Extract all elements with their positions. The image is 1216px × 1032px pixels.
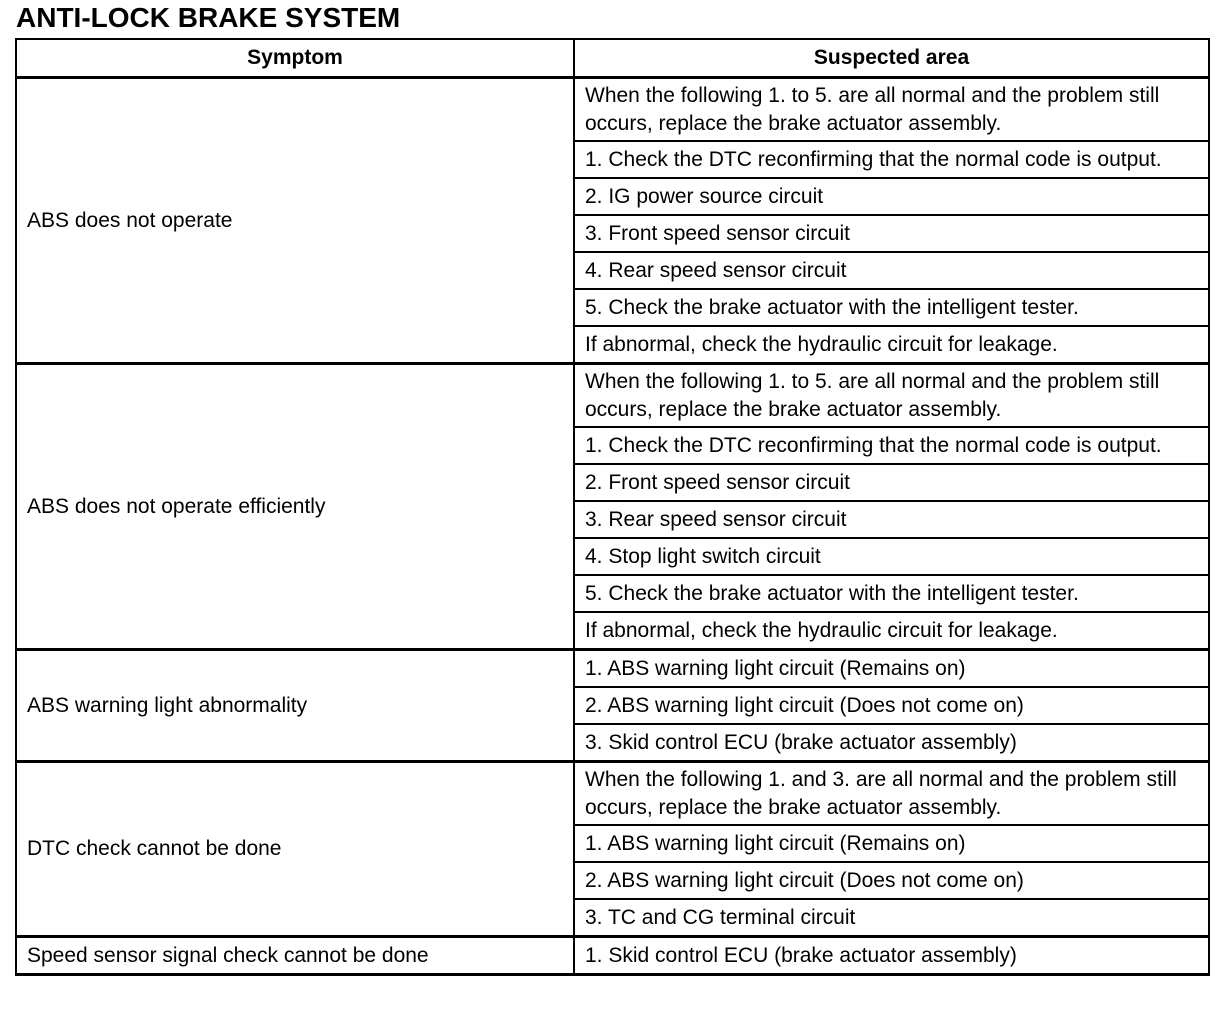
suspected-area-cell: 3. Skid control ECU (brake actuator assembly) bbox=[574, 724, 1209, 762]
suspected-area-cell: 3. Front speed sensor circuit bbox=[574, 215, 1209, 252]
symptom-group bbox=[16, 650, 1209, 762]
symptom-group bbox=[16, 762, 1209, 937]
symptom-cell: ABS does not operate efficiently bbox=[16, 364, 574, 650]
suspected-area-cell: 1. Check the DTC reconfirming that the normal code is output. bbox=[574, 141, 1209, 178]
suspected-area-cell: 2. IG power source circuit bbox=[574, 178, 1209, 215]
suspected-area-cell: 1. ABS warning light circuit (Remains on) bbox=[574, 825, 1209, 862]
table-row bbox=[16, 762, 1209, 826]
suspected-area-cell: 4. Rear speed sensor circuit bbox=[574, 252, 1209, 289]
symptom-column-header: Symptom bbox=[16, 39, 574, 78]
suspected-area-cell: 1. Check the DTC reconfirming that the normal code is output. bbox=[574, 427, 1209, 464]
symptom-group bbox=[16, 364, 1209, 650]
suspected-area-cell: When the following 1. and 3. are all normal and the problem still occurs, replace the brake actuator assembly. bbox=[574, 762, 1209, 826]
table-header bbox=[16, 39, 1209, 78]
symptom-group bbox=[16, 78, 1209, 364]
header-row bbox=[16, 39, 1209, 78]
symptom-table bbox=[15, 38, 1210, 976]
suspected-area-cell: 2. ABS warning light circuit (Does not come on) bbox=[574, 862, 1209, 899]
table-row bbox=[16, 650, 1209, 688]
suspected-area-cell: 5. Check the brake actuator with the intelligent tester. bbox=[574, 575, 1209, 612]
symptom-group bbox=[16, 937, 1209, 975]
suspected-area-cell: When the following 1. to 5. are all normal and the problem still occurs, replace the brake actuator assembly. bbox=[574, 364, 1209, 428]
suspected-area-cell: 1. Skid control ECU (brake actuator assembly) bbox=[574, 937, 1209, 975]
symptom-cell: DTC check cannot be done bbox=[16, 762, 574, 937]
table-row bbox=[16, 937, 1209, 975]
symptom-cell: ABS does not operate bbox=[16, 78, 574, 364]
suspected-area-cell: 2. ABS warning light circuit (Does not come on) bbox=[574, 687, 1209, 724]
symptom-cell: ABS warning light abnormality bbox=[16, 650, 574, 762]
suspected-area-cell: 3. TC and CG terminal circuit bbox=[574, 899, 1209, 937]
suspected-area-column-header: Suspected area bbox=[574, 39, 1209, 78]
suspected-area-cell: 5. Check the brake actuator with the intelligent tester. bbox=[574, 289, 1209, 326]
suspected-area-cell: If abnormal, check the hydraulic circuit for leakage. bbox=[574, 612, 1209, 650]
suspected-area-cell: 2. Front speed sensor circuit bbox=[574, 464, 1209, 501]
page-title: ANTI-LOCK BRAKE SYSTEM bbox=[16, 2, 401, 33]
suspected-area-cell: 1. ABS warning light circuit (Remains on) bbox=[574, 650, 1209, 688]
table-row bbox=[16, 364, 1209, 428]
suspected-area-cell: 3. Rear speed sensor circuit bbox=[574, 501, 1209, 538]
suspected-area-cell: 4. Stop light switch circuit bbox=[574, 538, 1209, 575]
suspected-area-cell: If abnormal, check the hydraulic circuit for leakage. bbox=[574, 326, 1209, 364]
suspected-area-cell: When the following 1. to 5. are all normal and the problem still occurs, replace the brake actuator assembly. bbox=[574, 78, 1209, 142]
table-row bbox=[16, 78, 1209, 142]
symptom-cell: Speed sensor signal check cannot be done bbox=[16, 937, 574, 975]
